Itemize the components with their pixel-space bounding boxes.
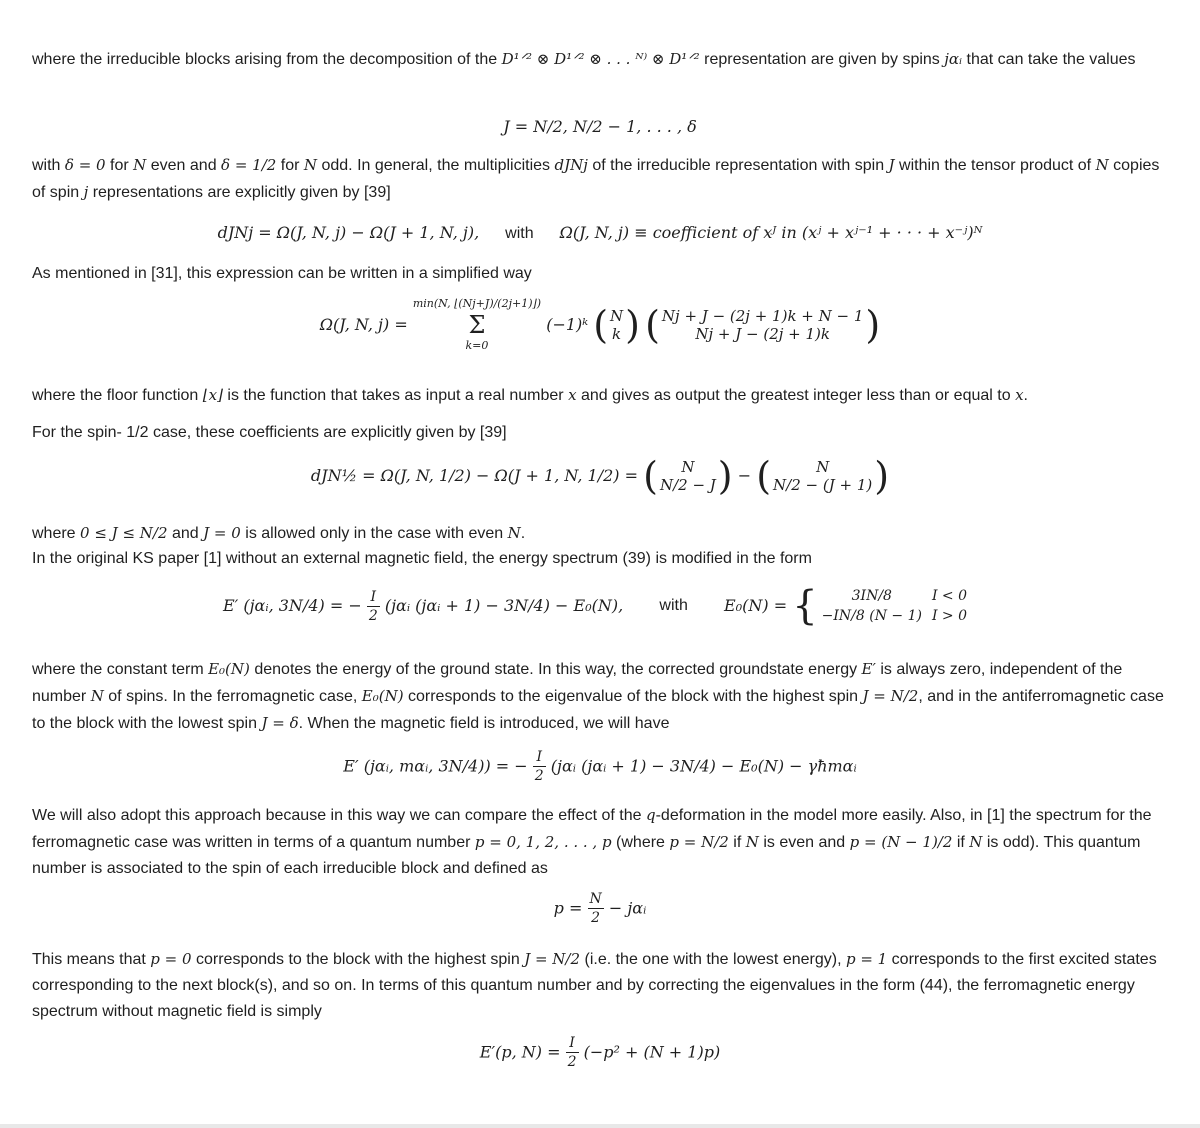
math-n: N [133,156,147,174]
text-run: where the floor function [32,387,199,404]
text-run: where the constant term [32,661,204,678]
equation-lhs: Ω(J, N, j) = [319,315,408,334]
text-run: where the irreducible blocks arising from the decomposition of the [32,51,498,68]
math-j-max: J = N/2 [862,687,919,705]
math-j-zero: J = 0 [203,524,241,542]
binomial-second: ( N N/2 − (J + 1) ) [756,454,890,498]
text-run: representations are explicitly given by [92,184,360,201]
math-p-values: p = 0, 1, 2, . . . , p [474,833,612,851]
math-p-odd: p = (N − 1)/2 [849,833,953,851]
text-run: We will also adopt this approach because in this way we can compare the effect of the [32,807,642,824]
equation-middle: (jαᵢ (jαᵢ + 1) − 3N/4) − E₀(N), [384,596,624,615]
case-value: 3IN/8 [851,588,892,604]
equation-lhs: dJN½ = Ω(J, N, 1/2) − Ω(J + 1, N, 1/2) = [310,466,639,485]
binomial-first: ( N N/2 − J ) [643,454,733,498]
equation-lhs: E′ (jαᵢ, 3N/4) = − [222,596,362,615]
text-run: that can take the values [966,51,1136,68]
paragraph-ks-paper [32,546,1172,572]
text-run: if [733,834,742,851]
math-n: N [1095,156,1109,174]
text-run: (i.e. the one with the lowest energy), [584,951,842,968]
text-run: of the irreducible representation with spin [592,157,885,174]
equation-lhs: E′ (jαᵢ, mαᵢ, 3N/4)) = − [343,756,528,776]
text-run: As mentioned in [31], this expression can be written in a simplified way [32,265,532,282]
sign-factor: (−1)ᵏ [546,315,589,334]
binomial-bottom: Nj + J − (2j + 1)k [695,325,830,343]
math-delta-zero: δ = 0 [64,156,106,174]
math-j-range: 0 ≤ J ≤ N/2 [80,524,168,542]
math-floor: ⌊x⌋ [202,386,223,404]
text-run: for [110,157,129,174]
paragraph-q-deformation [32,802,1172,882]
math-j-upper: J [888,156,895,174]
equation-rhs: − jαᵢ [608,898,647,918]
fraction-denominator: 2 [591,910,601,926]
math-j-max: J = N/2 [524,950,581,968]
paragraph-multiplicities [32,152,1172,206]
binomial-large: ( Nj + J − (2j + 1)k + N − 1 Nj + J − (2j + 1)k ) [645,303,881,347]
math-j-min: J = δ [261,714,299,732]
binomial-top: N [816,458,830,476]
text-run: copies of spin [32,157,1160,201]
case-condition: I > 0 [931,608,968,624]
math-e0: E₀(N) [361,687,404,705]
paragraph-ground-state [32,656,1172,737]
equation-multiplicity [0,220,1200,247]
text-run: is allowed only in the case with even [245,525,504,542]
math-p-zero: p = 0 [150,950,192,968]
math-e0: E₀(N) [208,660,250,678]
fraction-i-over-2 [533,748,546,785]
math-n: N [90,687,104,705]
math-j-alpha: jαᵢ [944,50,963,68]
text-run: This means that [32,951,146,968]
text-run: with [32,157,61,174]
fraction-numerator: I [367,588,380,607]
fraction-i-over-2 [566,1034,579,1071]
binomial-top: N [681,458,695,476]
text-run: and [171,525,199,542]
text-run: -deformation in the model more easily. Also, in [1] the spectrum for the ferromagnetic case was written in terms of a quantum number [32,807,1152,851]
text-run: of spins. In the ferromagnetic case, [108,688,358,705]
text-run: for [280,157,300,174]
text-run: odd. In general, the multiplicities [321,157,551,174]
paragraph-range [32,520,1172,547]
sum-upper-limit: min(N, ⌊(Nj+J)/(2j+1)⌋) [412,297,542,310]
case-value: −IN/8 (N − 1) [821,608,922,624]
text-run: In the original KS paper [1] without an external magnetic field, the energy spectrum (39) is modified in the form [32,550,812,567]
equation-magnetic-field [0,748,1200,792]
binomial-bottom: N/2 − (J + 1) [773,476,873,494]
binomial-top: Nj + J − (2j + 1)k + N − 1 [661,307,864,325]
equation-rhs: (−p² + (N + 1)p) [583,1042,721,1062]
equation-energy-spectrum [0,583,1200,642]
equation-lhs: dJNj = Ω(J, N, j) − Ω(J + 1, N, j), [217,223,480,242]
text-run: For the spin- 1/2 case, these coefficients are explicitly given by [39] [32,424,507,441]
equation-with: with [505,225,534,242]
math-j-lower: j [83,183,89,201]
equation-lhs: E′(p, N) = [479,1042,561,1062]
equation-rhs: (jαᵢ (jαᵢ + 1) − 3N/4) − E₀(N) − γħmαᵢ [550,756,857,776]
math-n: N [745,833,759,851]
equation-omega-sum [0,296,1200,366]
math-p-one: p = 1 [845,950,888,968]
case-condition: I < 0 [931,588,968,604]
math-p-even: p = N/2 [669,833,729,851]
equation-lhs: p = [553,898,583,918]
math-delta-half: δ = 1/2 [221,156,277,174]
math-n: N [507,524,521,542]
math-n: N [303,156,318,174]
text-run: is even and [763,834,846,851]
equation-quantum-number [0,890,1200,934]
text-run: corresponds to the block with the highest spin [195,951,520,968]
paragraph-decomposition [32,46,1172,73]
text-run: and gives as output the greatest integer less than or equal to [580,387,1011,404]
text-run: . When the magnetic field is introduced, we will have [298,715,670,732]
math-x: x [568,386,577,404]
text-run: . [1023,387,1028,404]
binomial-top: N [610,307,624,325]
text-run: corresponds to the first excited states corresponding to the next block(s), and so on. In terms of this quantum number and by correcting the eigenvalues in the form (44), the ferromagnetic energy spectrum without magnetic field is simply [32,951,1157,1020]
paragraph-spin-half [32,420,1172,446]
text-run: is the function that takes as input a real number [227,387,564,404]
equation-with: with [659,597,688,614]
binomial-bottom: k [612,325,622,343]
cases-table [822,586,977,626]
text-run: . [520,525,526,542]
math-eprime: E′ [861,660,876,678]
text-run: (where [616,834,665,851]
text-run: is always zero, independent of the number [32,661,1123,705]
text-run: corresponds to the eigenvalue of the block with the highest spin [408,688,859,705]
fraction-denominator: 2 [567,1054,577,1070]
minus-sign: − [737,466,752,485]
text-run: within the tensor product of [899,157,1092,174]
text-run: denotes the energy of the ground state. In this way, the corrected groundstate energy [254,661,858,678]
binomial-bottom: N/2 − J [659,476,716,494]
summation [413,296,541,354]
text-run: even and [150,157,217,174]
equation-text: J = N/2, N/2 − 1, . . . , δ [503,117,697,136]
fraction-numerator: I [533,748,546,767]
fraction-numerator: I [566,1034,579,1053]
text-run: if [956,834,965,851]
equation-spin-half [0,456,1200,506]
text-run: is odd). This quantum number is associated to the spin of each irreducible block and defined as [32,834,1141,877]
citation-39[interactable]: [39] [363,184,391,201]
fraction-i-over-2 [367,588,380,625]
equation-rhs: Ω(J, N, j) ≡ coefficient of xᴶ in (xʲ + xʲ⁻¹ + · · · + x⁻ʲ)ᴺ [559,223,983,242]
sigma-symbol: Σ [468,311,486,339]
fraction-numerator: N [589,891,602,907]
binomial-n-k: ( N k ) [593,303,640,347]
paragraph-floor [32,382,1172,409]
fraction-denominator: 2 [534,768,544,784]
math-d-jnj: dJNj [554,156,588,174]
math-x: x [1015,386,1024,404]
math-q: q [645,806,656,824]
piecewise-cases: { 3IN/8 I < 0 −IN/8 (N − 1) I > 0 [792,586,977,626]
page-bottom-edge [0,1124,1200,1128]
fraction-n-over-2 [588,890,604,927]
text-run: , and in the antiferromagnetic case to the block with the lowest spin [32,688,1164,732]
text-run: representation are given by spins [704,51,940,68]
math-n: N [969,833,983,851]
fraction-denominator: 2 [368,607,378,624]
paragraph-quantum-meaning [32,946,1172,1025]
math-tensor-product: D¹ᐟ² ⊗ D¹ᐟ² ⊗ . . . ᴺ⁾ ⊗ D¹ᐟ² [501,50,700,68]
ground-energy-lhs: E₀(N) = [724,596,788,615]
equation-ferromagnetic-spectrum [0,1034,1200,1078]
text-run: where [32,525,76,542]
equation-spin-values [0,114,1200,140]
sum-lower-limit: k=0 [465,339,489,352]
paragraph-simplified [32,261,1172,287]
